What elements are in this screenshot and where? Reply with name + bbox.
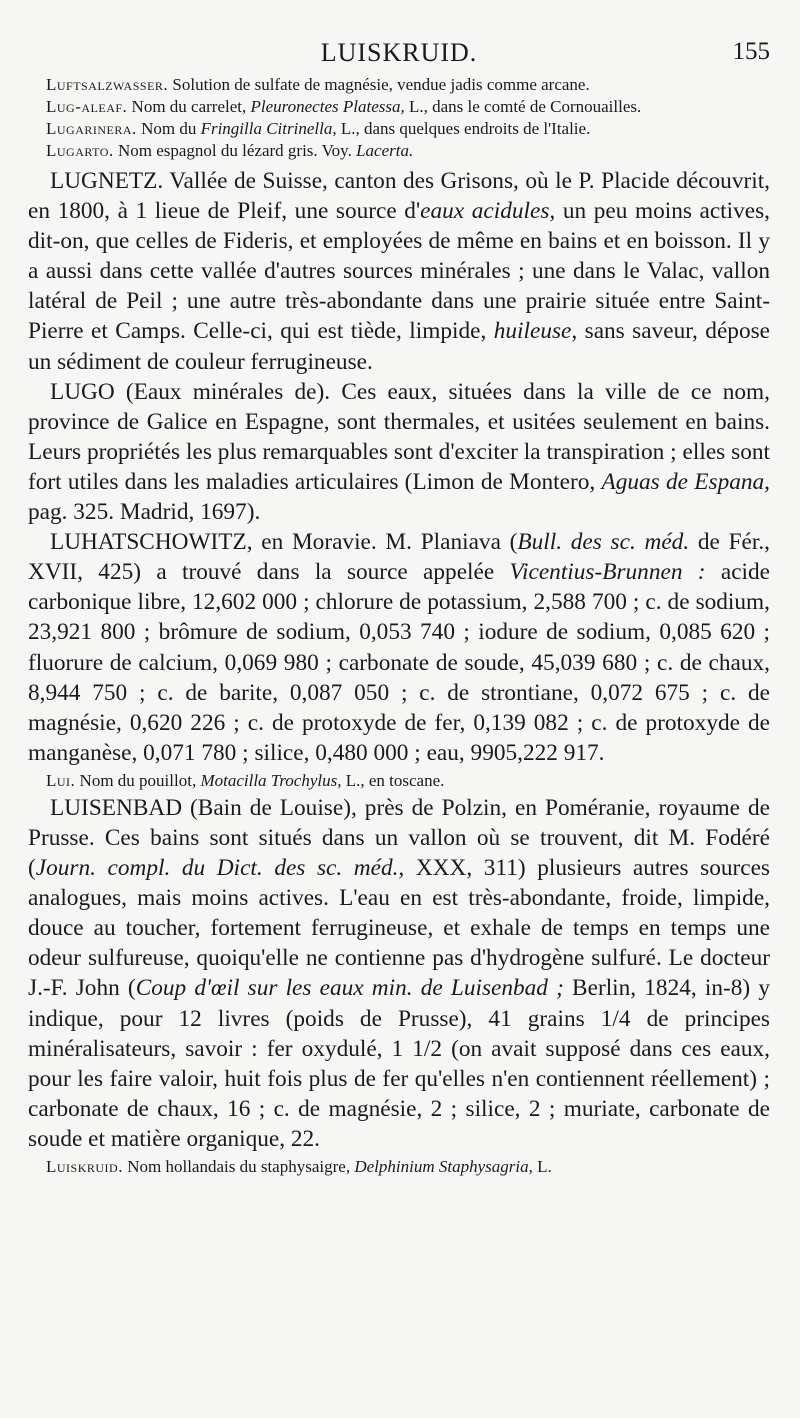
- entry-lugarto: Lugarto. Nom espagnol du lézard gris. Voy. Lacerta.: [46, 141, 414, 160]
- entry-lug-aleaf: Lug-aleaf. Nom du carrelet, Pleuronectes Platessa, L., dans le comté de Cornouailles.: [46, 97, 642, 116]
- entry-lui: Lui. Nom du pouillot, Motacilla Trochylus, L., en toscane.: [46, 770, 445, 790]
- headword: LUGNETZ.: [50, 168, 164, 194]
- entry-luisenbad: LUISENBAD (Bain de Louise), près de Polzin, en Poméranie, royaume de Prusse. Ces bains sont situés dans un vallon où se trouvent, dit M. Fodéré (Journ. compl. du Dict. des sc. méd., XXX, 311) plusieurs autres sources analogues, mais moins actives. L'eau en est très-abondante, froide, limpide, douce au toucher, fortement ferrugineuse, et exhale de temps en temps une odeur sulfureuse, quoiqu'elle ne contienne pas d'hydrogène sulfuré. Le docteur J.-F. John (Coup d'œil sur les eaux min. de Luisenbad ; Berlin, 1824, in-8) y indique, pour 12 livres (poids de Prusse), 41 grains 1/4 de principes minéralisateurs, savoir : fer oxydulé, 1 1/2 (on avait supposé dans ces eaux, pour les faire valoir, huit fois plus de fer qu'elles n'en contiennent réellement) ; carbonate de chaux, 16 ; c. de magnésie, 2 ; silice, 2 ; muriate, carbonate de soude et matière organique, 22.: [28, 794, 771, 1152]
- italic-term: Vicentius-Brunnen :: [509, 559, 706, 586]
- italic-term: Fringilla Citrinella,: [200, 119, 337, 138]
- headword: LUISENBAD: [50, 794, 183, 821]
- italic-term: Bull. des sc. méd.: [517, 529, 690, 556]
- italic-term: Pleuronectes Platessa,: [250, 97, 405, 116]
- italic-term: Delphinium Staphysagria,: [354, 1157, 533, 1176]
- italic-term: Journ. compl. du Dict. des sc. méd.,: [35, 855, 405, 882]
- headword: Lugarinera.: [46, 119, 137, 138]
- entry-luftsalzwasser: Luftsalzwasser. Solution de sulfate de magnésie, vendue jadis comme arcane.: [46, 75, 590, 94]
- italic-term: Aguas de Espana,: [601, 468, 770, 495]
- headword: Lugarto.: [46, 141, 114, 160]
- italic-term: Lacerta.: [356, 141, 414, 160]
- headword: Lui.: [46, 770, 76, 790]
- entry-luiskruid: Luiskruid. Nom hollandais du staphysaigre, Delphinium Staphysagria, L.: [46, 1157, 552, 1176]
- italic-term: huileuse,: [493, 318, 578, 345]
- headword: Luftsalzwasser.: [46, 75, 169, 94]
- entry-lugarinera: Lugarinera. Nom du Fringilla Citrinella, L., dans quelques endroits de l'Italie.: [46, 119, 591, 138]
- entry-luhatschowitz: LUHATSCHOWITZ, en Moravie. M. Planiava (Bull. des sc. méd. de Fér., XVII, 425) a trouvé dans la source appelée Vicentius-Brunnen : acide carbonique libre, 12,602 000 ; chlorure de potassium, 2,588 700 ; c. de sodium, 23,921 800 ; brômure de sodium, 0,053 740 ; iodure de sodium, 0,085 620 ; fluorure de calcium, 0,069 980 ; carbonate de soude, 45,039 680 ; c. de chaux, 8,944 750 ; c. de barite, 0,087 050 ; c. de strontiane, 0,072 675 ; c. de magnésie, 0,620 226 ; c. de protoxyde de fer, 0,139 082 ; c. de protoxyde de manganèse, 0,071 780 ; silice, 0,480 000 ; eau, 9905,222 917.: [28, 529, 771, 766]
- headword: LUHATSCHOWITZ,: [50, 529, 253, 556]
- headword: Luiskruid.: [46, 1157, 123, 1176]
- page-number: 155: [732, 38, 770, 65]
- page-header: [28, 34, 770, 74]
- italic-term: Coup d'œil sur les eaux min. de Luisenbad ;: [135, 975, 564, 1002]
- headword: LUGO: [50, 378, 115, 405]
- entry-lugnetz: LUGNETZ. Vallée de Suisse, canton des Grisons, où le P. Placide découvrit, en 1800, à 1 lieue de Pleif, une source d'eaux acidules, un peu moins actives, dit-on, que celles de Fideris, et employées de même en bains et en boisson. Il y a aussi dans cette vallée d'autres sources minérales ; une dans le Valac, vallon latéral de Peil ; une autre très-abondante dans une prairie située entre Saint-Pierre et Camps. Celle-ci, qui est tiède, limpide, huileuse, sans saveur, dépose un sédiment de couleur ferrugineuse.: [28, 168, 771, 375]
- headword: Lug-aleaf.: [46, 97, 128, 116]
- italic-term: Motacilla Trochylus,: [200, 770, 342, 790]
- running-head: LUISKRUID.: [320, 38, 478, 67]
- italic-term: eaux acidules,: [420, 198, 556, 225]
- entry-lugo: LUGO (Eaux minérales de). Ces eaux, situées dans la ville de ce nom, province de Galice en Espagne, sont thermales, et usitées seulement en bains. Leurs propriétés les plus remarquables sont d'exciter la transpiration ; elles sont fort utiles dans les maladies articulaires (Limon de Montero, Aguas de Espana, pag. 325. Madrid, 1697).: [28, 378, 770, 526]
